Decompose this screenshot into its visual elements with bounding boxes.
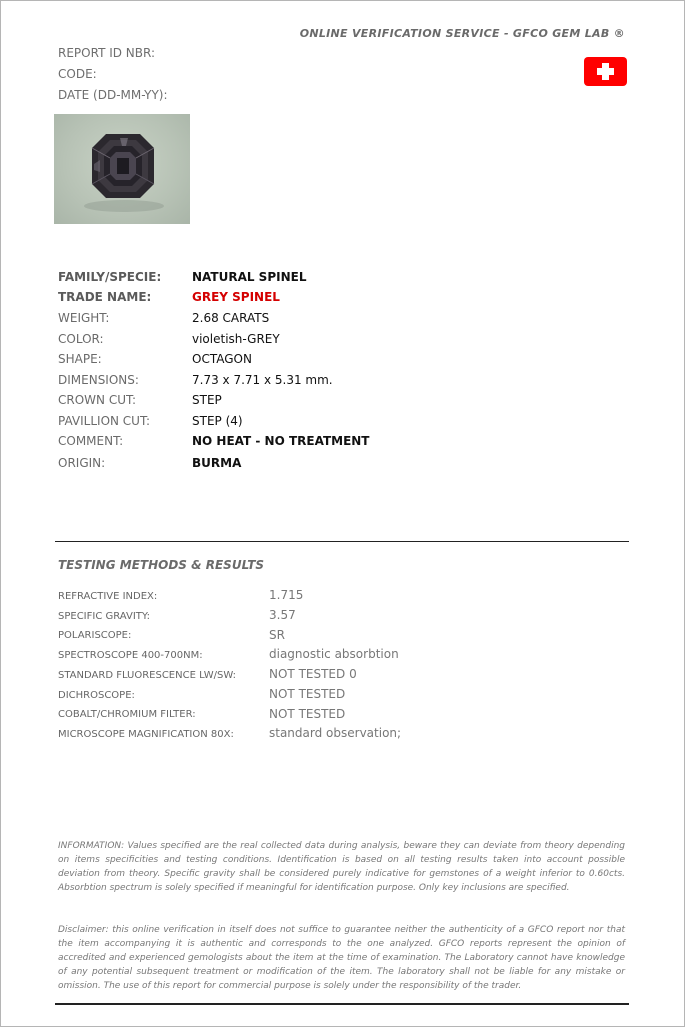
pavillion-cut-value: STEP (4)	[192, 414, 243, 428]
family-specie-value: NATURAL SPINEL	[192, 270, 307, 284]
crown-cut-value: STEP	[192, 393, 222, 407]
cobalt-chromium-filter-label: COBALT/CHROMIUM FILTER:	[58, 709, 196, 720]
spectroscope-label: SPECTROSCOPE 400-700NM:	[58, 650, 203, 661]
microscope-value: standard observation;	[269, 726, 402, 740]
disclaimer-note: Disclaimer: this online verification in itself does not suffice to guarantee neither the authenticity of a GFCO report nor that the item accompanying it is authentic and corresponds to the one analyzed. GFCO reports represent the opinion of accredited and experienced gemologists about the item at the time of examination. The Laboratory cannot have knowledge of any potential subsequent treatment or modification of the item. The laboratory shall not be liable for any mistake or omission. The use of this report for commercial purpose is solely under the responsibility of the trader.	[58, 925, 625, 991]
fluorescence-label: STANDARD FLUORESCENCE LW/SW:	[58, 670, 237, 681]
dichroscope-label: DICHROSCOPE:	[58, 690, 135, 701]
refractive-index-value: 1.715	[269, 588, 304, 602]
dimensions-value: 7.73 x 7.71 x 5.31 mm.	[192, 373, 333, 387]
weight-value: 2.68 CARATS	[192, 311, 270, 325]
shape-value: OCTAGON	[192, 352, 252, 366]
swiss-flag-icon	[584, 57, 627, 86]
origin-value: BURMA	[192, 456, 242, 470]
cobalt-chromium-filter-value: NOT TESTED	[269, 707, 346, 721]
dimensions-label: DIMENSIONS:	[58, 373, 139, 387]
specific-gravity-label: SPECIFIC GRAVITY:	[58, 611, 151, 622]
microscope-label: MICROSCOPE MAGNIFICATION 80X:	[58, 729, 234, 740]
date-label: DATE (DD-MM-YY):	[58, 88, 168, 102]
testing-heading: TESTING METHODS & RESULTS	[58, 558, 265, 572]
specific-gravity-value: 3.57	[269, 608, 296, 622]
report-id-label: REPORT ID NBR:	[58, 46, 156, 60]
pavillion-cut-label: PAVILLION CUT:	[58, 414, 151, 428]
information-note: INFORMATION: Values specified are the real collected data during analysis, beware they can deviate from theory depending on items specificities and testing conditions. Identification is based on all testing results taken into account possible deviation from theory. Specific gravity shall be considered purely indicative for gemstones of a weight inferior to 0.60cts. Absorbtion spectrum is solely specified if meaningful for identification purpose. Only key inclusions are specified.	[58, 841, 625, 893]
comment-label: COMMENT:	[58, 434, 124, 448]
trade-name-value: GREY SPINEL	[192, 290, 280, 304]
code-label: CODE:	[58, 67, 97, 81]
origin-label: ORIGIN:	[58, 456, 106, 470]
section-divider	[55, 541, 629, 542]
color-label: COLOR:	[58, 332, 104, 346]
shape-label: SHAPE:	[58, 352, 102, 366]
color-value: violetish-GREY	[192, 332, 280, 346]
weight-label: WEIGHT:	[58, 311, 110, 325]
spectroscope-value: diagnostic absorbtion	[269, 647, 399, 661]
footer-divider	[55, 1003, 629, 1005]
polariscope-value: SR	[269, 628, 285, 642]
gemstone-photo	[54, 114, 190, 224]
refractive-index-label: REFRACTIVE INDEX:	[58, 591, 158, 602]
comment-value: NO HEAT - NO TREATMENT	[192, 434, 370, 448]
fluorescence-value: NOT TESTED 0	[269, 667, 357, 681]
service-title: ONLINE VERIFICATION SERVICE - GFCO GEM LAB ®	[299, 27, 625, 40]
polariscope-label: POLARISCOPE:	[58, 630, 132, 641]
crown-cut-label: CROWN CUT:	[58, 393, 137, 407]
dichroscope-value: NOT TESTED	[269, 687, 346, 701]
trade-name-label: TRADE NAME:	[58, 290, 152, 304]
family-specie-label: FAMILY/SPECIE:	[58, 270, 162, 284]
